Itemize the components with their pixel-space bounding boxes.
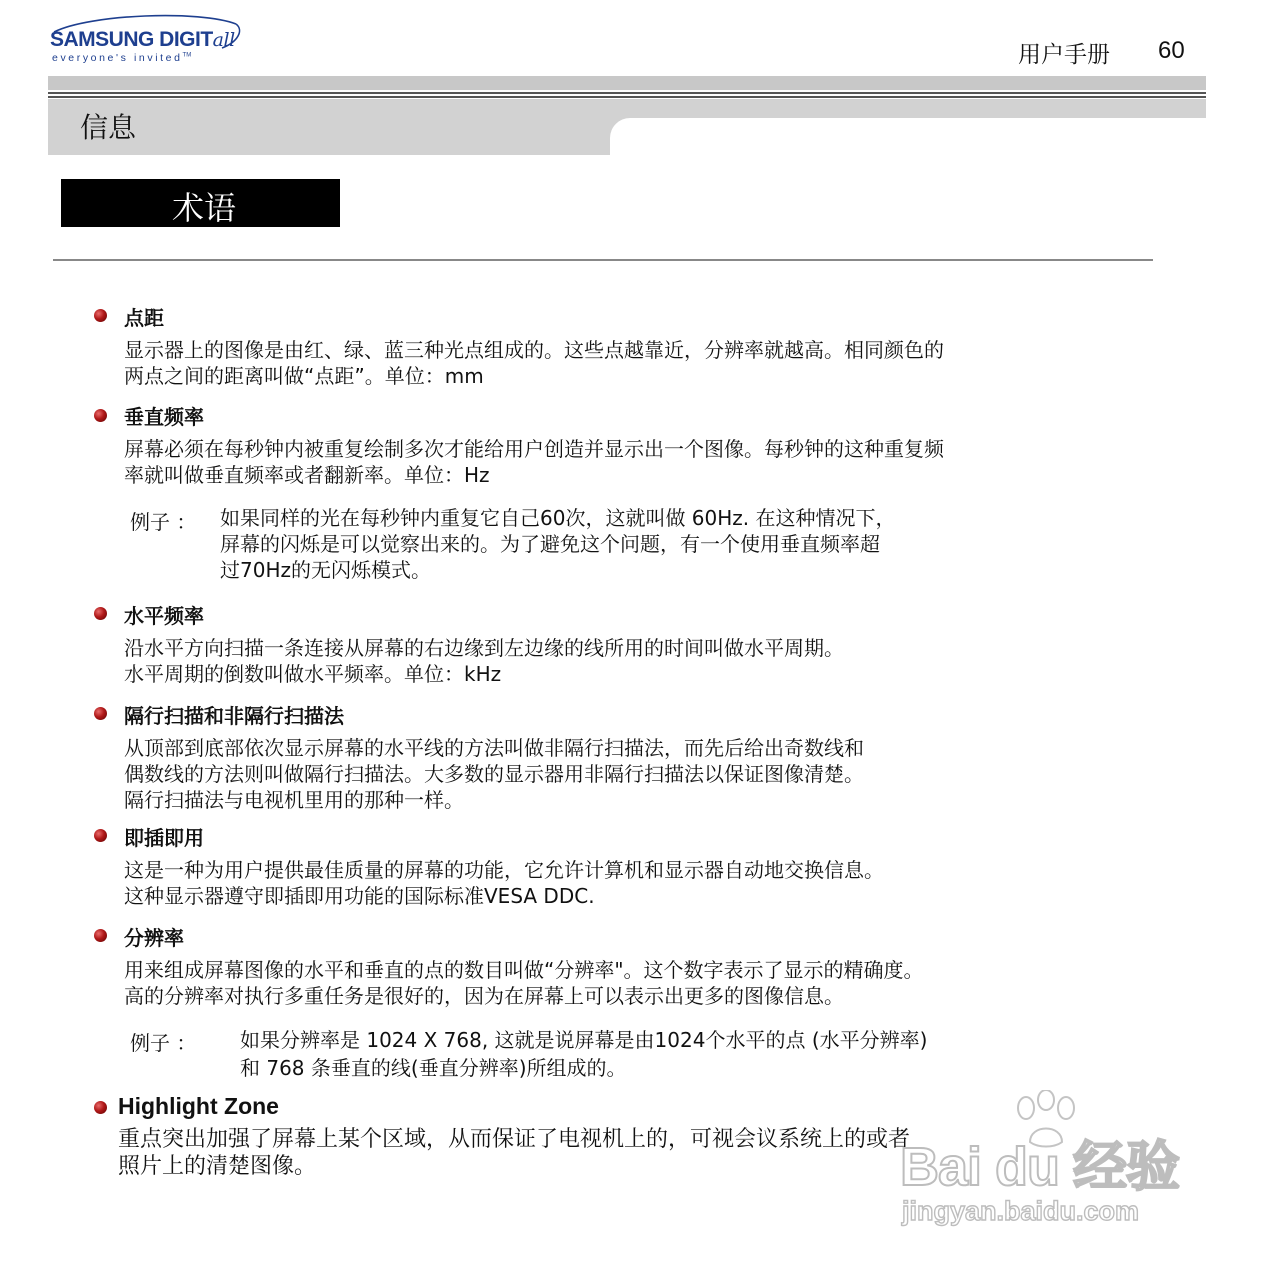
bullet-icon bbox=[94, 409, 107, 422]
example-label: 例子 ： bbox=[130, 510, 197, 534]
watermark-brand: Bai du 经验 bbox=[900, 1137, 1180, 1197]
terms-title: 术语 bbox=[172, 189, 237, 227]
text-line: 照片上的清楚图像。 bbox=[118, 1154, 317, 1179]
samsung-logo bbox=[50, 10, 250, 70]
text-line: 沿水平方向扫描一条连接从屏幕的右边缘到左边缘的线所用的时间叫做水平周期。 bbox=[124, 636, 844, 660]
bullet-icon bbox=[94, 929, 107, 942]
header-rule-2 bbox=[48, 96, 1206, 98]
term-heading: 水平频率 bbox=[124, 604, 204, 628]
term-heading: 点距 bbox=[124, 306, 164, 330]
term-description bbox=[124, 337, 944, 389]
example-text bbox=[220, 505, 896, 583]
section-title: 信息 bbox=[80, 111, 137, 144]
bullet-icon bbox=[94, 309, 107, 322]
example-text bbox=[240, 1026, 927, 1082]
term-description bbox=[124, 857, 884, 909]
text-line: 用来组成屏幕图像的水平和垂直的点的数目叫做“分辨率"。这个数字表示了显示的精确度。 bbox=[124, 958, 924, 982]
divider bbox=[53, 259, 1153, 261]
text-line: 两点之间的距离叫做“点距”。单位：mm bbox=[124, 364, 484, 388]
term-description bbox=[124, 735, 864, 813]
term-heading: 隔行扫描和非隔行扫描法 bbox=[124, 704, 344, 728]
logo-wordmark: SAMSUNG DIGITall bbox=[50, 28, 235, 51]
watermark-url: jingyan.baidu.com bbox=[902, 1196, 1140, 1226]
manual-label: 用户手册 bbox=[1018, 42, 1110, 68]
bullet-icon bbox=[94, 607, 107, 620]
text-line: 水平周期的倒数叫做水平频率。单位：kHz bbox=[124, 662, 502, 686]
term-description bbox=[124, 635, 844, 687]
term-heading: Highlight Zone bbox=[118, 1093, 279, 1119]
bullet-icon bbox=[94, 707, 107, 720]
baidu-watermark bbox=[900, 1090, 1200, 1230]
text-line: 过70Hz的无闪烁模式。 bbox=[220, 558, 431, 582]
text-line: 率就叫做垂直频率或者翻新率。单位：Hz bbox=[124, 463, 490, 487]
term-description bbox=[124, 436, 944, 488]
term-description bbox=[118, 1126, 910, 1180]
bullet-icon bbox=[94, 829, 107, 842]
text-line: 如果分辨率是 1024 X 768, 这就是说屏幕是由1024个水平的点 (水平分辨率) bbox=[240, 1028, 928, 1052]
section-band-tail bbox=[610, 99, 1206, 118]
logo-tagline: everyone's invited™ bbox=[52, 52, 192, 64]
text-line: 这种显示器遵守即插即用功能的国际标准VESA DDC. bbox=[124, 884, 595, 908]
section-band-corner bbox=[610, 118, 634, 155]
text-line: 如果同样的光在每秒钟内重复它自己60次，这就叫做 60Hz. 在这种情况下， bbox=[220, 506, 896, 530]
text-line: 显示器上的图像是由红、绿、蓝三种光点组成的。这些点越靠近，分辨率就越高。相同颜色的 bbox=[124, 338, 944, 362]
text-line: 和 768 条垂直的线(垂直分辨率)所组成的。 bbox=[240, 1056, 627, 1080]
term-heading: 垂直频率 bbox=[124, 405, 204, 429]
text-line: 这是一种为用户提供最佳质量的屏幕的功能，它允许计算机和显示器自动地交换信息。 bbox=[124, 858, 884, 882]
header-rule bbox=[48, 92, 1206, 94]
term-heading: 即插即用 bbox=[124, 826, 204, 850]
example-label: 例子 ： bbox=[130, 1031, 197, 1055]
text-line: 从顶部到底部依次显示屏幕的水平线的方法叫做非隔行扫描法，而先后给出奇数线和 bbox=[124, 736, 864, 760]
term-heading: 分辨率 bbox=[124, 926, 184, 950]
bullet-icon bbox=[94, 1101, 107, 1114]
text-line: 重点突出加强了屏幕上某个区域，从而保证了电视机上的，可视会议系统上的或者 bbox=[118, 1127, 911, 1152]
term-description bbox=[124, 957, 924, 1009]
header-band bbox=[48, 76, 1206, 90]
text-line: 屏幕必须在每秒钟内被重复绘制多次才能给用户创造并显示出一个图像。每秒钟的这种重复频 bbox=[124, 437, 944, 461]
page-number: 60 bbox=[1158, 37, 1185, 64]
text-line: 屏幕的闪烁是可以觉察出来的。为了避免这个问题，有一个使用垂直频率超 bbox=[220, 532, 880, 556]
text-line: 隔行扫描法与电视机里用的那种一样。 bbox=[124, 788, 464, 812]
text-line: 高的分辨率对执行多重任务是很好的，因为在屏幕上可以表示出更多的图像信息。 bbox=[124, 984, 844, 1008]
text-line: 偶数线的方法则叫做隔行扫描法。大多数的显示器用非隔行扫描法以保证图像清楚。 bbox=[124, 762, 864, 786]
